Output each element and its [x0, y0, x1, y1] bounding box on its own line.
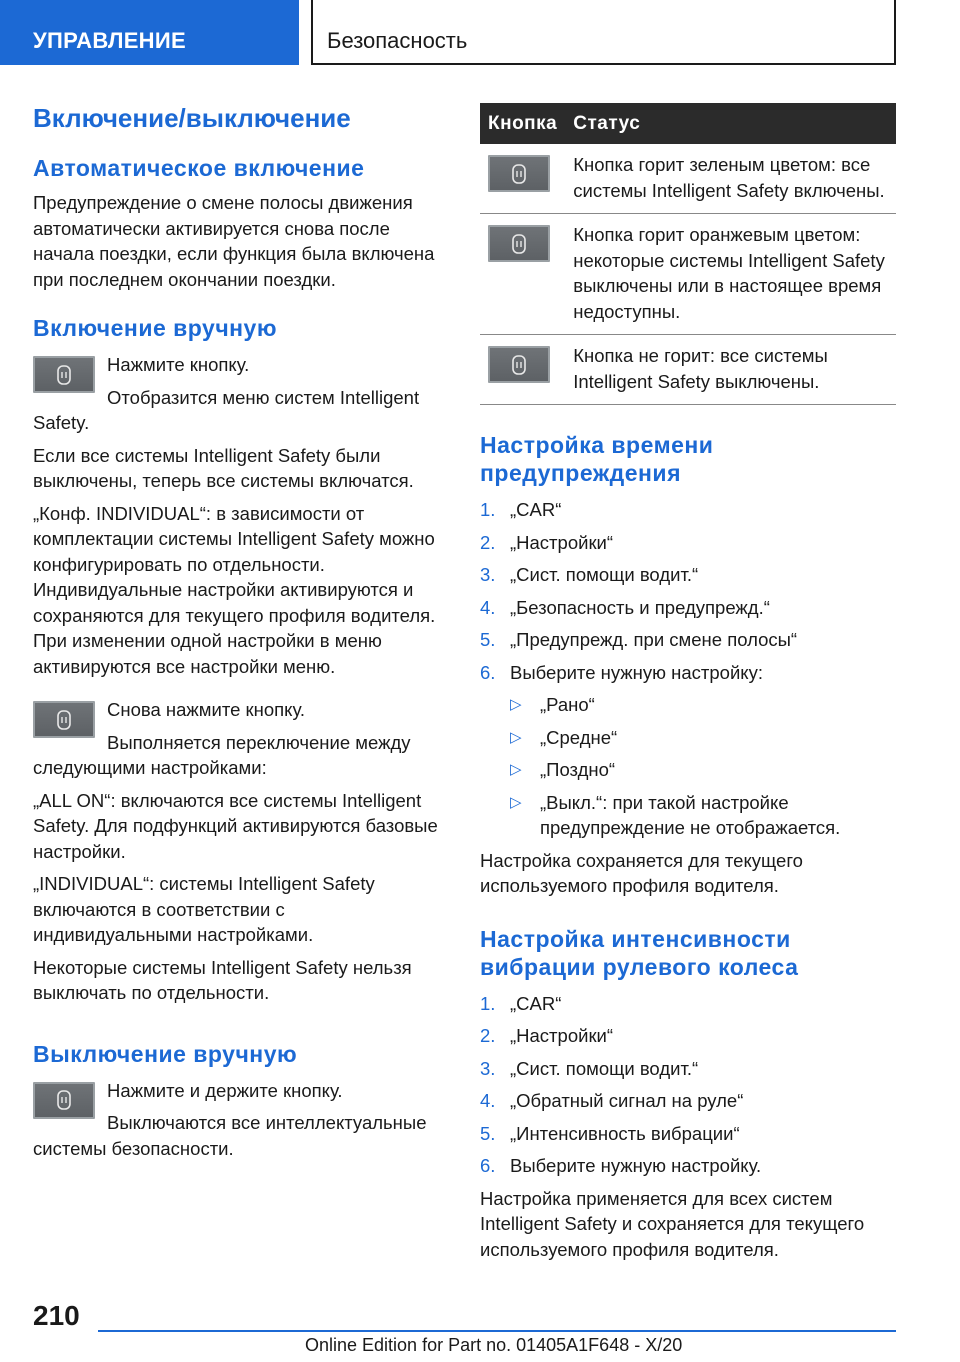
individual-config-text: „Конф. INDIVIDUAL“: в зависимости от комплектации системы Intelligent Safety можно конфигурировать по отдельности. Индивидуальные настройки активируются и сохраняются для текущего профиля водителя. При изменении одной настройки в меню активируются все настройки меню. — [33, 502, 436, 677]
step-number: 4. — [480, 1090, 496, 1111]
step-number: 3. — [480, 1057, 496, 1079]
step-number: 6. — [480, 661, 496, 683]
list-item — [480, 1023, 896, 1049]
table-cell-button — [480, 214, 565, 335]
triangle-right-icon: ▷ — [510, 761, 522, 778]
intelligent-safety-button-icon — [56, 1090, 72, 1110]
safety-button-image — [33, 1082, 95, 1119]
step-number: 1. — [480, 499, 496, 520]
step-text: „Настройки“ — [510, 1025, 614, 1046]
list-item — [480, 497, 896, 523]
manual-off-block — [33, 1078, 448, 1162]
press-hold-text: Нажмите и держите кнопку. — [107, 1079, 343, 1101]
safety-button-image — [488, 346, 550, 383]
option-item — [510, 692, 896, 718]
list-item — [480, 1121, 896, 1147]
list-item — [480, 1056, 896, 1082]
step-number: 1. — [480, 992, 496, 1014]
intelligent-safety-button-icon — [511, 234, 527, 254]
safety-button-image — [488, 225, 550, 262]
warning-time-heading-line2: предупреждения — [480, 460, 681, 486]
table-row — [480, 214, 896, 335]
list-item — [480, 627, 896, 653]
option-item — [510, 725, 896, 751]
individual-mode-text: „INDIVIDUAL“: системы Intelligent Safety включаются в соответствии с индивидуальными настройками. — [33, 873, 375, 945]
table-row — [480, 335, 896, 405]
footer-divider — [98, 1330, 896, 1332]
intelligent-safety-button-icon — [56, 710, 72, 730]
warning-time-heading — [480, 431, 896, 487]
manual-on-block — [33, 352, 448, 436]
all-on-text: „ALL ON“: включаются все системы Intelligent Safety. Для подфункций активируются базовые настройки. — [33, 789, 438, 862]
list-item — [480, 991, 896, 1017]
warning-time-heading-line1: Настройка времени — [480, 432, 714, 458]
option-item — [510, 757, 896, 783]
option-text: „Рано“ — [540, 694, 595, 715]
warning-time-steps — [480, 497, 896, 841]
menu-appears-text: Отобразится меню систем Intelligent Safety. — [33, 386, 420, 433]
step-text: „CAR“ — [510, 499, 562, 520]
list-item — [480, 595, 896, 621]
step-text: Выберите нужную настройку: — [510, 661, 763, 683]
warning-time-saved-text: Настройка сохраняется для текущего используемого профиля водителя. — [480, 849, 803, 896]
list-item — [480, 562, 896, 588]
vibration-heading-line1: Настройка интенсивности — [480, 925, 791, 952]
table-cell-status: Кнопка горит зеленым цветом: все системы Intelligent Safety включены. — [565, 144, 896, 214]
step-number: 2. — [480, 1025, 496, 1046]
page-number: 210 — [33, 1300, 80, 1331]
table-header-row — [480, 103, 896, 144]
safety-button-image — [488, 155, 550, 192]
step-number: 5. — [480, 629, 496, 650]
step-text: „Безопасность и предупрежд.“ — [510, 596, 770, 618]
auto-on-heading: Автоматическое включение — [33, 155, 365, 181]
intelligent-safety-button-icon — [511, 355, 527, 375]
vibration-steps — [480, 991, 896, 1179]
step-number: 4. — [480, 596, 496, 618]
header-topic-label: Безопасность — [327, 28, 468, 53]
step-text: „Интенсивность вибрации“ — [510, 1122, 740, 1144]
step-number: 3. — [480, 564, 496, 585]
table-cell-button — [480, 144, 565, 214]
manual-on-heading: Включение вручную — [33, 315, 277, 341]
header-section-tab — [0, 0, 299, 65]
button-status-table — [480, 103, 896, 405]
table-row — [480, 144, 896, 214]
vibration-heading — [480, 925, 896, 981]
step-text: Выберите нужную настройку. — [510, 1155, 762, 1176]
footer-edition — [305, 1335, 682, 1356]
list-item — [480, 530, 896, 556]
all-off-result-text: Выключаются все интеллектуальные системы безопасности. — [33, 1112, 427, 1159]
list-item — [480, 1153, 896, 1179]
step-text: „Обратный сигнал на руле“ — [510, 1090, 744, 1111]
option-text: „Выкл.“: при такой настройке предупреждение не отображается. — [540, 791, 841, 838]
step-number: 6. — [480, 1155, 496, 1176]
press-button-text: Нажмите кнопку. — [107, 354, 250, 375]
header-section-label: УПРАВЛЕНИЕ — [33, 28, 186, 53]
all-off-text: Если все системы Intelligent Safety были выключены, теперь все системы включатся. — [33, 444, 414, 491]
step-text: „CAR“ — [510, 992, 562, 1014]
list-item — [480, 1088, 896, 1114]
table-header-status: Статус — [565, 103, 896, 144]
step-number: 5. — [480, 1122, 496, 1144]
intelligent-safety-button-icon — [56, 365, 72, 385]
option-text: „Поздно“ — [540, 759, 616, 780]
intelligent-safety-button-icon — [511, 164, 527, 184]
step-text: „Сист. помощи водит.“ — [510, 564, 699, 585]
press-again-text: Снова нажмите кнопку. — [107, 699, 305, 720]
step-number: 2. — [480, 531, 496, 553]
safety-button-image — [33, 701, 95, 738]
footer-edition-text: Online Edition for Part no. 01405A1F648 - X/20 — [305, 1335, 683, 1355]
table-cell-status: Кнопка не горит: все системы Intelligent Safety выключены. — [565, 335, 896, 405]
manual-off-heading: Выключение вручную — [33, 1040, 298, 1067]
triangle-right-icon: ▷ — [510, 728, 522, 746]
left-column — [33, 100, 448, 1161]
auto-on-text: Предупреждение о смене полосы движения автоматически активируется снова после начала поездки, если функция была включена при последнем окончании поездки. — [33, 192, 435, 290]
safety-button-image — [33, 356, 95, 393]
list-item — [480, 660, 896, 841]
option-text: „Средне“ — [540, 726, 618, 748]
vibration-applied-text: Настройка применяется для всех систем Intelligent Safety и сохраняется для текущего используемого профиля водителя. — [480, 1187, 865, 1260]
vibration-heading-line2: вибрации рулевого колеса — [480, 953, 799, 980]
triangle-right-icon: ▷ — [510, 696, 522, 713]
option-item — [510, 790, 896, 841]
step-text: „Сист. помощи водит.“ — [510, 1057, 699, 1079]
table-cell-status: Кнопка горит оранжевым цветом: некоторые системы Intelligent Safety выключены или в настоящее время недоступны. — [565, 214, 896, 335]
step-text: „Предупрежд. при смене полосы“ — [510, 629, 798, 650]
cannot-off-text: Некоторые системы Intelligent Safety нельзя выключать по отдельности. — [33, 956, 412, 1003]
table-cell-button — [480, 335, 565, 405]
switching-text: Выполняется переключение между следующими настройками: — [33, 731, 411, 778]
page-title: Включение/выключение — [33, 103, 351, 133]
triangle-right-icon: ▷ — [510, 793, 522, 811]
table-header-button: Кнопка — [480, 103, 565, 144]
press-again-block — [33, 697, 448, 781]
step-text: „Настройки“ — [510, 531, 614, 553]
header-topic-box — [311, 0, 896, 65]
right-column — [480, 103, 896, 1262]
option-list — [510, 692, 896, 841]
